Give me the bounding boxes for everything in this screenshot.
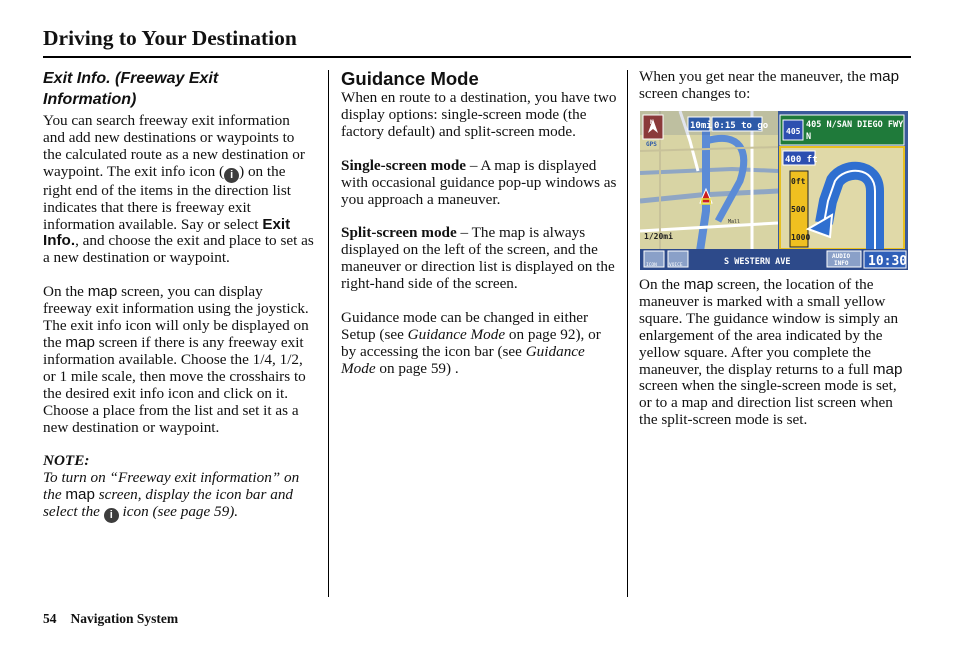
exit-info-paragraph-1: You can search freeway exit information and add new destinations or waypoints to the calculated route as a new destination or waypoint. The exit info icon ( i ) on the right end of the items in the direction list indicates that there is freeway exit information available. Say or select Exit Info., and choose the exit and place to set as a new destination or waypoint. [43, 112, 314, 267]
gps-indicator: GPS [646, 141, 657, 148]
header-rule [43, 56, 911, 58]
street-name: S WESTERN AVE [724, 257, 791, 267]
map-scale: 1/20mi [644, 232, 673, 241]
column-1 [43, 68, 315, 523]
footer-label: Navigation System [70, 611, 179, 626]
column-divider-1 [328, 70, 329, 597]
split-screen-paragraph: Split-screen mode – The map is always displayed on the left of the screen, and the maneuver or direction list is displayed on the right-hand side of the screen. [341, 224, 615, 293]
bar-label-500: 500 [791, 205, 806, 214]
maneuver-description: On the map screen, the location of the maneuver is marked with a small yellow square. The guidance window is simply an enlargement of the area indicated by the yellow square. After you complete the maneuver, the display returns to a full map screen when the single-screen mode is set, or to a map and direction list screen when the split-screen mode is set. [639, 276, 903, 429]
column-2 [341, 68, 617, 378]
distance-to-maneuver: 400 ft [785, 155, 818, 165]
exit-info-icon: i [224, 168, 239, 183]
column-3-lower [639, 277, 911, 429]
note-text: To turn on “Freeway exit information” on the map screen, display the icon bar and select the i icon (see page 59). [43, 469, 300, 522]
guidance-paragraph-4: Guidance mode can be changed in either Setup (see Guidance Mode on page 92), or by accessing the icon bar (see Guidance Mode on page 59) . [341, 309, 601, 377]
page-footer [43, 611, 178, 627]
freeway-name: 405 N/SAN DIEGO FWY [806, 120, 904, 130]
map-graphic [640, 111, 908, 270]
section-heading-exit-info: Exit Info. (Freeway Exit Information) [43, 70, 219, 108]
maneuver-intro: When you get near the maneuver, the map screen changes to: [639, 68, 900, 102]
clock: 10:30 [868, 254, 908, 269]
page-number: 54 [43, 611, 57, 626]
freeway-shield: 405 [786, 127, 801, 136]
page-title: Driving to Your Destination [43, 26, 297, 50]
column-divider-2 [627, 70, 628, 597]
voice-button-label: VOICE [669, 263, 683, 268]
icon-button-label: ICON [646, 263, 657, 268]
audio-button-line2: INFO [834, 260, 849, 267]
guidance-paragraph-1: When en route to a destination, you have two display options: single-screen mode (the factory default) and split-screen mode. [341, 89, 617, 140]
column-3 [639, 69, 911, 103]
bar-label-1000: 1000 [791, 233, 811, 242]
poi-label: Mall [728, 219, 741, 225]
audio-button-line1: AUDIO [832, 253, 851, 260]
bar-label-0: 0ft [791, 177, 806, 186]
compass-label: N [650, 119, 654, 126]
section-heading-guidance-mode: Guidance Mode [341, 68, 479, 89]
distance-label: 10mi [690, 121, 712, 131]
exit-info-command: Exit Info. [43, 215, 291, 250]
guidance-screenshot [640, 111, 908, 270]
time-to-go-label: 0:15 to go [714, 121, 769, 131]
exit-info-icon: i [104, 508, 119, 523]
freeway-direction: N [806, 132, 812, 142]
exit-info-paragraph-2: On the map screen, you can display freeway exit information using the joystick. The exit info icon will only be displayed on the map screen if there is any freeway exit information available. Choose the 1/4, 1/2, or 1 mile scale, then move the crosshairs to the desired exit info icon and click on it. Choose a place from the list and set it as a new destination or waypoint. [43, 283, 309, 436]
note-label: NOTE: [43, 452, 90, 470]
single-screen-paragraph: Single-screen mode – A map is displayed with occasional guidance pop-up windows as you approach a maneuver. [341, 156, 617, 208]
